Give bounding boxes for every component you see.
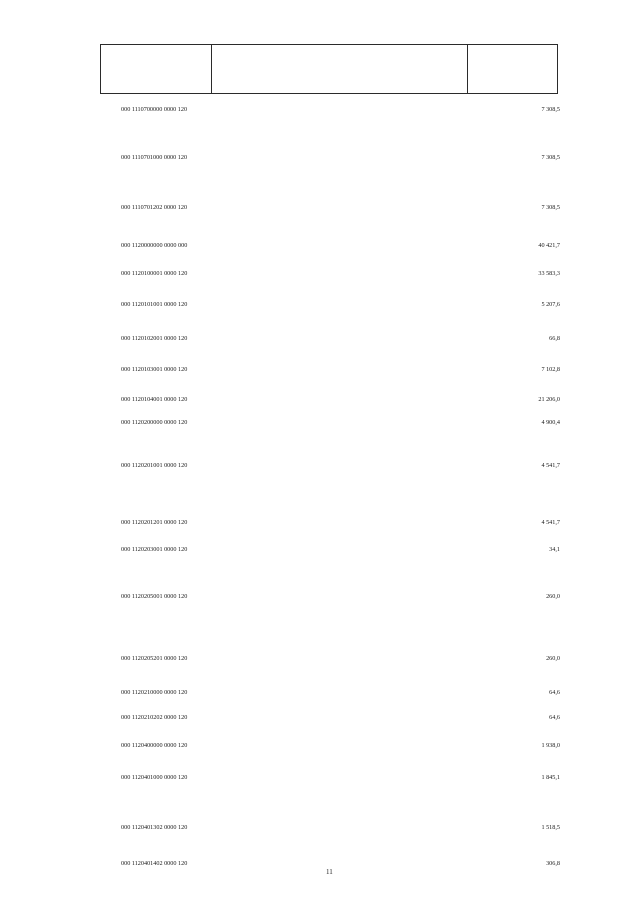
- row-code: 000 1120401302 0000 120: [121, 824, 188, 831]
- row-sum: 7 308,5: [541, 106, 560, 113]
- row-code: 000 1120400000 0000 120: [121, 742, 188, 749]
- row-code: 000 1110701000 0000 120: [121, 154, 188, 161]
- row-sum: 4 541,7: [541, 519, 560, 526]
- row-code: 000 1120200000 0000 120: [121, 419, 188, 426]
- row-code: 000 1120210000 0000 120: [121, 689, 188, 696]
- row-sum: 34,1: [549, 546, 560, 553]
- row-code: 000 1120201201 0000 120: [121, 519, 188, 526]
- row-code: 000 1120104001 0000 120: [121, 396, 188, 403]
- row-code: 000 1120000000 0000 000: [121, 242, 188, 249]
- row-sum: 64,6: [549, 714, 560, 721]
- row-sum: 7 308,5: [541, 204, 560, 211]
- header-code-cell: [101, 45, 212, 93]
- row-code: 000 1110701202 0000 120: [121, 204, 188, 211]
- row-code: 000 1120102001 0000 120: [121, 335, 188, 342]
- row-sum: 7 308,5: [541, 154, 560, 161]
- row-code: 000 1120205001 0000 120: [121, 593, 188, 600]
- row-sum: 4 541,7: [541, 462, 560, 469]
- row-sum: 21 206,0: [538, 396, 560, 403]
- row-code: 000 1120203001 0000 120: [121, 546, 188, 553]
- page-number: 11: [326, 868, 333, 876]
- row-sum: 1 845,1: [541, 774, 560, 781]
- row-sum: 66,8: [549, 335, 560, 342]
- budget-income-document: [100, 44, 558, 887]
- header-name-cell: [212, 45, 468, 93]
- row-sum: 1 938,0: [541, 742, 560, 749]
- row-sum: 5 207,6: [541, 301, 560, 308]
- row-code: 000 1120103001 0000 120: [121, 366, 188, 373]
- row-code: 000 1120205201 0000 120: [121, 655, 188, 662]
- row-sum: 260,0: [546, 655, 560, 662]
- row-sum: 306,8: [546, 860, 560, 867]
- row-code: 000 1120401402 0000 120: [121, 860, 188, 867]
- header-sum-cell: [467, 45, 557, 93]
- row-code: 000 1120201001 0000 120: [121, 462, 188, 469]
- row-code: 000 1120100001 0000 120: [121, 270, 188, 277]
- row-code: 000 1110700000 0000 120: [121, 106, 188, 113]
- row-code: 000 1120101001 0000 120: [121, 301, 188, 308]
- table-header: [100, 44, 558, 94]
- row-sum: 64,6: [549, 689, 560, 696]
- row-sum: 40 421,7: [538, 242, 560, 249]
- row-code: 000 1120401000 0000 120: [121, 774, 188, 781]
- row-code: 000 1120210202 0000 120: [121, 714, 188, 721]
- row-sum: 4 900,4: [541, 419, 560, 426]
- row-sum: 7 102,8: [541, 366, 560, 373]
- row-sum: 1 518,5: [541, 824, 560, 831]
- row-sum: 260,0: [546, 593, 560, 600]
- row-sum: 33 583,3: [538, 270, 560, 277]
